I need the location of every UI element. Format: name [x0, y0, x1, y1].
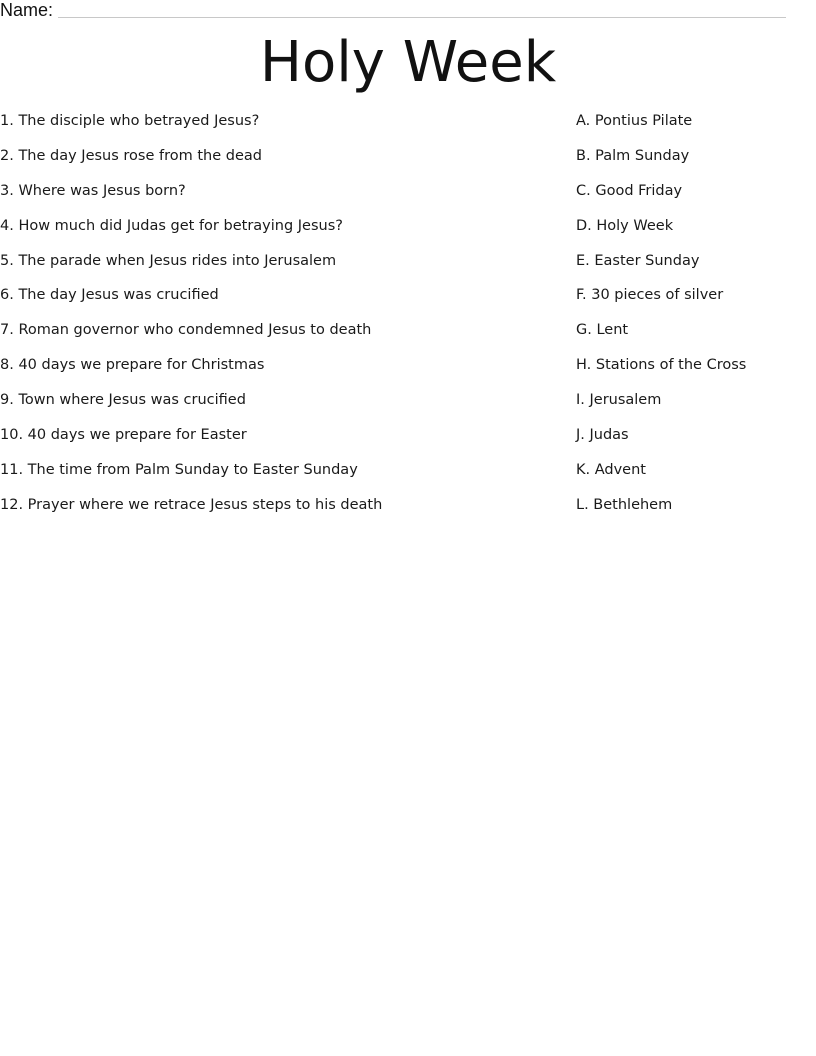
answer-item: B. Palm Sunday	[576, 147, 690, 164]
answer-item: K. Advent	[576, 461, 646, 478]
clue-list	[0, 110, 560, 529]
answer-item: H. Stations of the Cross	[576, 357, 747, 374]
answer-item: A. Pontius Pilate	[576, 113, 693, 129]
clue-item: 10. 40 days we prepare for Easter	[0, 427, 247, 444]
answer-list	[576, 110, 816, 529]
clue-item: 6. The day Jesus was crucified	[0, 287, 219, 304]
name-field-row	[0, 0, 786, 20]
clue-item: 8. 40 days we prepare for Christmas	[0, 357, 265, 374]
answer-item: D. Holy Week	[576, 217, 674, 234]
name-label: Name:	[0, 0, 54, 20]
clue-item: 5. The parade when Jesus rides into Jerusalem	[0, 252, 337, 269]
clue-item: 7. Roman governor who condemned Jesus to death	[0, 322, 372, 339]
worksheet-title: Holy Week	[259, 30, 557, 95]
clue-item: 2. The day Jesus rose from the dead	[0, 147, 262, 164]
answer-item: E. Easter Sunday	[576, 252, 700, 269]
answer-item: C. Good Friday	[576, 182, 683, 199]
clue-item: 3. Where was Jesus born?	[0, 182, 186, 199]
clue-item: 11. The time from Palm Sunday to Easter Sunday	[0, 461, 358, 478]
answer-item: J. Judas	[576, 427, 629, 444]
clue-item: 1. The disciple who betrayed Jesus?	[0, 113, 260, 129]
answer-item: G. Lent	[576, 322, 629, 339]
name-blank-line[interactable]	[58, 17, 786, 18]
clue-item: 4. How much did Judas get for betraying Jesus?	[0, 217, 343, 234]
clue-item: 9. Town where Jesus was crucified	[0, 392, 246, 409]
answer-item: F. 30 pieces of silver	[576, 287, 724, 304]
answer-item: L. Bethlehem	[576, 496, 673, 513]
clue-item: 12. Prayer where we retrace Jesus steps to his death	[0, 496, 383, 513]
answer-item: I. Jerusalem	[576, 392, 662, 409]
